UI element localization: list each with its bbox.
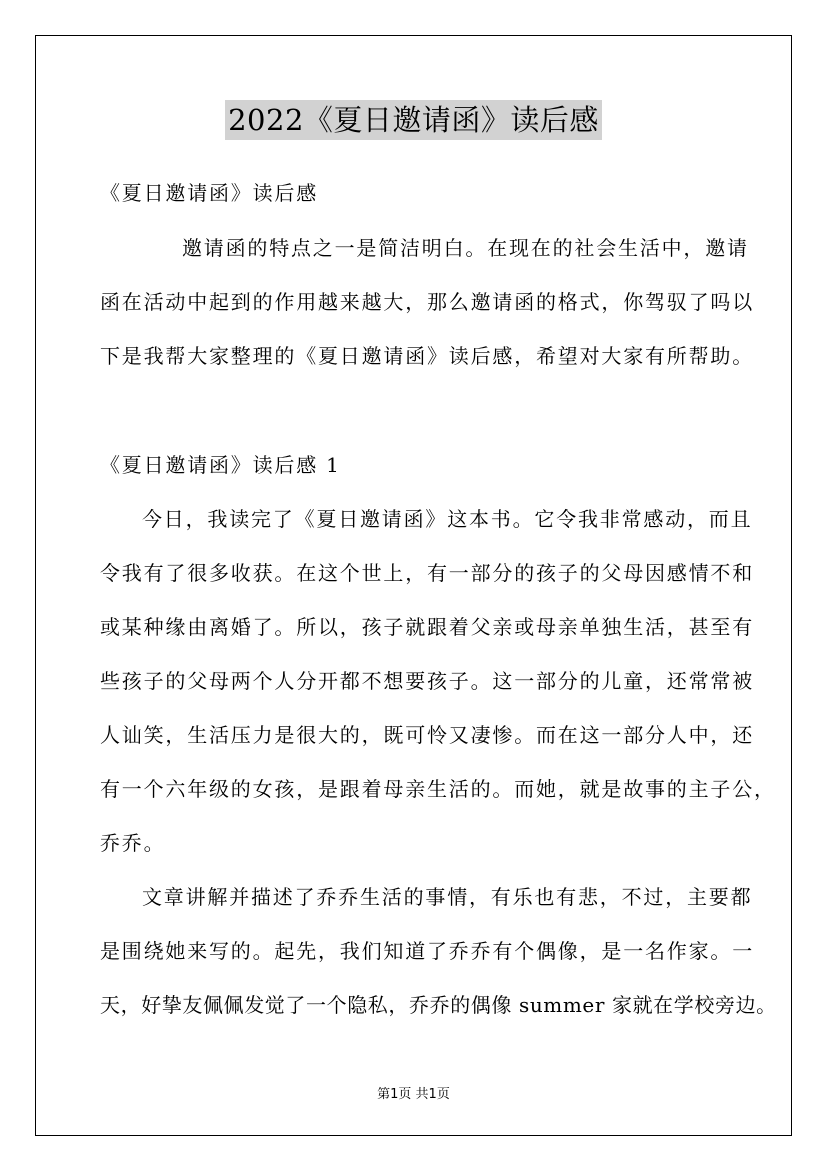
paragraph-line: 乔乔。 [100, 831, 166, 855]
paragraph-line: 令我有了很多收获。在这个世上，有一部分的孩子的父母因感情不和 [100, 561, 754, 585]
paragraph-line: 今日，我读完了《夏日邀请函》这本书。它令我非常感动，而且 [142, 507, 753, 531]
paragraph-line: 些孩子的父母两个人分开都不想要孩子。这一部分的儿童，还常常被 [100, 669, 754, 693]
page-footer: 第1页 共1页 [377, 1087, 450, 1102]
subtitle: 《夏日邀请函》读后感 [100, 181, 318, 205]
paragraph-line: 文章讲解并描述了乔乔生活的事情，有乐也有悲，不过，主要都 [142, 885, 753, 909]
paragraph-line: 有一个六年级的女孩，是跟着母亲生活的。而她，就是故事的主子公， [100, 777, 776, 801]
document-title [0, 100, 827, 140]
document-title-text: 2022《夏日邀请函》读后感 [225, 100, 602, 140]
intro-line: 邀请函的特点之一是简洁明白。在现在的社会生活中，邀请 [182, 236, 749, 260]
paragraph-line: 或某种缘由离婚了。所以，孩子就跟着父亲或母亲单独生活，甚至有 [100, 615, 754, 639]
paragraph-line: 是围绕她来写的。起先，我们知道了乔乔有个偶像，是一名作家。一 [100, 939, 754, 963]
intro-line: 下是我帮大家整理的《夏日邀请函》读后感，希望对大家有所帮助。 [100, 344, 754, 368]
paragraph-line: 人讪笑，生活压力是很大的，既可怜又凄惨。而在这一部分人中，还 [100, 723, 754, 747]
paragraph-line: 天，好挚友佩佩发觉了一个隐私，乔乔的偶像 summer 家就在学校旁边。 [100, 993, 777, 1017]
intro-line: 函在活动中起到的作用越来越大，那么邀请函的格式，你驾驭了吗以 [100, 290, 754, 314]
section-heading: 《夏日邀请函》读后感 1 [100, 453, 341, 477]
